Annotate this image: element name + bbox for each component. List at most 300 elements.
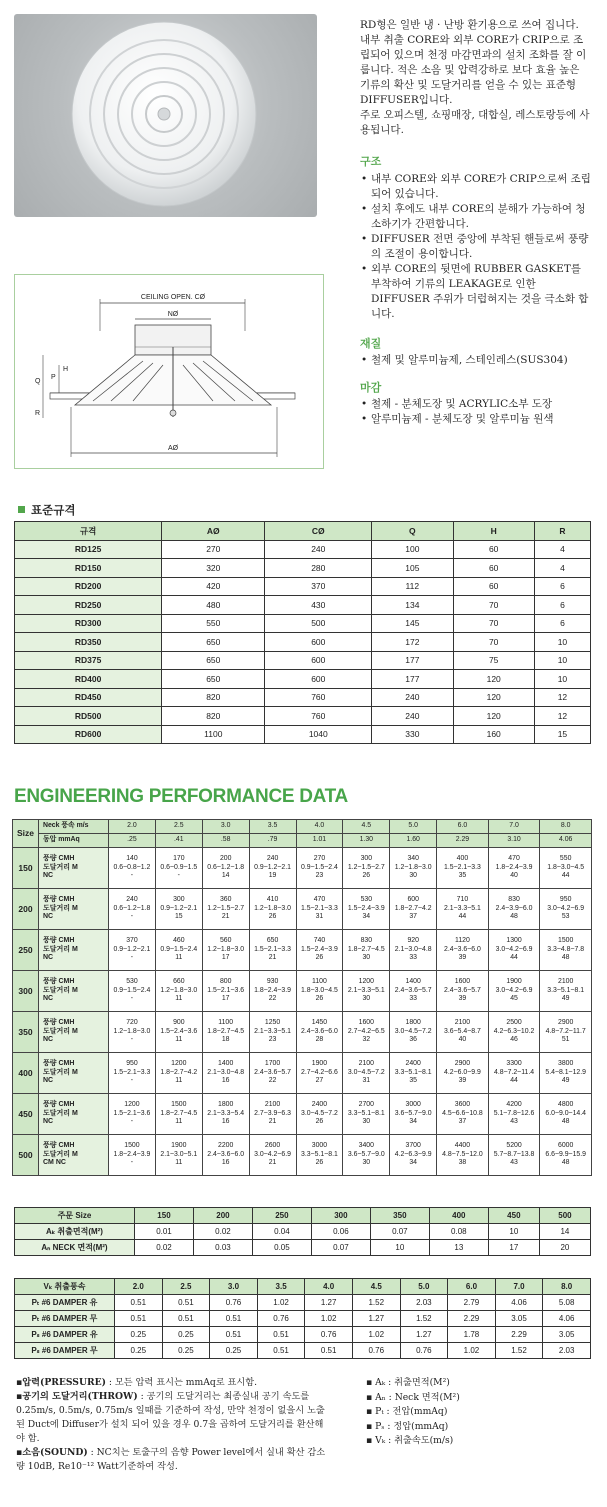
size-cell: 300 (13, 971, 39, 1012)
cell-value: 16 (221, 1118, 230, 1126)
cell-value: - (130, 1159, 134, 1167)
spec-table (14, 521, 591, 744)
table-row (13, 889, 592, 930)
table-row (15, 1224, 591, 1240)
table-header: 350 (370, 1208, 429, 1224)
table-row (15, 633, 591, 652)
cell-value: 1.2~1.8~3.0 (207, 945, 245, 953)
damper-table (14, 1278, 591, 1359)
table-cell: 10 (534, 651, 590, 670)
table-cell: 10 (370, 1240, 429, 1256)
table-cell: 0.05 (252, 1240, 311, 1256)
row-labels (39, 971, 109, 1012)
table-cell: 0.51 (115, 1295, 163, 1311)
cell-value: 34 (409, 1118, 418, 1126)
row-label: NC (43, 872, 54, 880)
table-cell: 60 (453, 540, 534, 559)
cell-value: 40 (458, 1036, 467, 1044)
table-cell: 10 (534, 670, 590, 689)
cell-value: 1600 (454, 978, 471, 986)
cell-value: 950 (559, 896, 572, 904)
cell-value: 550 (559, 855, 572, 863)
table-cell (343, 1012, 390, 1053)
cell-value: 4.2~6.3~10.2 (493, 1027, 535, 1035)
cell-value: 31 (362, 1077, 371, 1085)
table-cell: 600 (265, 670, 372, 689)
cell-value: 1.8~3.0~4.5 (301, 986, 338, 994)
cell-value: 660 (173, 978, 185, 986)
cell-value: 0.9~1.5~2.4 (301, 863, 338, 871)
table-cell: 4 (534, 559, 590, 578)
table-row (15, 688, 591, 707)
table-cell: 2.03 (543, 1343, 591, 1359)
row-labels (39, 1053, 109, 1094)
table-cell: 13 (429, 1240, 488, 1256)
spec-title-text: 표준규격 (31, 503, 76, 517)
table-cell: 105 (372, 559, 453, 578)
table-cell (390, 848, 437, 889)
material-title: 재질 (360, 337, 382, 350)
pressure: 1.60 (390, 834, 437, 848)
table-cell (249, 889, 296, 930)
cell-value: 3.0~4.5~7.2 (301, 1109, 338, 1117)
table-cell: 600 (265, 651, 372, 670)
table-row (13, 1053, 592, 1094)
cell-value: 23 (268, 1036, 277, 1044)
row-labels (39, 848, 109, 889)
cell-value: 1100 (218, 1019, 234, 1027)
table-cell: 0.02 (193, 1224, 252, 1240)
row-label: 풍량 CMH (43, 1101, 75, 1109)
cell-value: 0.9~1.2~2.1 (254, 863, 291, 871)
table-cell (488, 848, 540, 889)
table-cell: 650 (162, 651, 265, 670)
table-cell: 280 (265, 559, 372, 578)
table-cell: 0.25 (162, 1327, 210, 1343)
table-cell: 1.27 (305, 1295, 353, 1311)
cell-value: 26 (268, 913, 277, 921)
cell-value: - (130, 1036, 134, 1044)
table-cell: 0.25 (162, 1343, 210, 1359)
cell-value: 26 (315, 1159, 324, 1167)
table-cell (296, 930, 343, 971)
table-cell: 240 (265, 540, 372, 559)
table-cell: 240 (372, 688, 453, 707)
cell-value: 28 (315, 1036, 324, 1044)
table-cell: 0.51 (162, 1295, 210, 1311)
finish-title: 마감 (360, 381, 382, 394)
legend-text: Pₜ : 전압(mmAq) (375, 1406, 448, 1417)
cell-value: 300 (360, 855, 373, 863)
cell-value: 2.1~3.0~4.8 (394, 945, 432, 953)
table-cell (109, 1053, 156, 1094)
cell-value: 3300 (506, 1060, 522, 1068)
neck-speed: 7.0 (488, 820, 540, 834)
table-cell (296, 971, 343, 1012)
a-label: AØ (167, 445, 179, 452)
cell-value: 1.5~2.1~3.3 (444, 863, 481, 871)
table-cell (109, 848, 156, 889)
cell-value: 21 (221, 913, 230, 921)
cell-value: 930 (266, 978, 279, 986)
legend (366, 1376, 586, 1449)
table-cell (540, 930, 592, 971)
size-cell: 350 (13, 1012, 39, 1053)
cell-value: 15 (174, 913, 183, 921)
table-cell: 4.06 (543, 1311, 591, 1327)
cell-value: 26 (362, 872, 371, 880)
table-cell: 0.04 (252, 1224, 311, 1240)
table-header: 2.0 (115, 1279, 163, 1295)
cell-value: 2.4~3.6~6.0 (301, 1027, 338, 1035)
table-cell (109, 930, 156, 971)
cell-value: 30 (362, 954, 371, 962)
table-cell (343, 1135, 390, 1176)
cell-value: 37 (458, 1118, 467, 1126)
neck-speed: 8.0 (540, 820, 592, 834)
table-cell: 370 (265, 577, 372, 596)
row-label: 풍량 CMH (43, 978, 75, 986)
cell-value: 2.1~3.3~5.4 (207, 1109, 245, 1117)
table-row (15, 670, 591, 689)
table-cell: 120 (453, 707, 534, 726)
legend-text: Aₙ : Neck 면적(M²) (375, 1391, 460, 1403)
table-cell (437, 889, 489, 930)
table-cell (155, 1135, 202, 1176)
cell-value: 1200 (171, 1060, 187, 1068)
neck-label: NØ (167, 311, 179, 318)
cell-value: 1.5~2.1~3.3 (113, 1068, 151, 1076)
cell-value: 49 (561, 995, 570, 1003)
table-cell (155, 889, 202, 930)
intro-paragraph: 주로 오피스텔, 쇼핑매장, 대합실, 레스토랑등에 사용됩니다. (360, 109, 590, 136)
table-cell (343, 889, 390, 930)
cell-value: - (130, 913, 134, 921)
performance-table (12, 819, 592, 1176)
table-cell: 145 (372, 614, 453, 633)
legend-item: ▪ Aₙ : Neck 면적(M²) (366, 1391, 460, 1403)
size-cell: 400 (13, 1053, 39, 1094)
table-row (15, 725, 591, 744)
table-cell (155, 848, 202, 889)
note-item: ▪압력(PRESSURE) : 모든 압력 표시는 mmAq로 표시함. (16, 1377, 258, 1388)
list-item: • DIFFUSER 전면 중앙에 부착된 핸들로써 풍량의 조절이 용이합니다. (360, 232, 592, 262)
table-cell: 6 (534, 614, 590, 633)
cell-value: 4.2~6.0~9.9 (444, 1068, 481, 1076)
table-cell: 0.07 (311, 1240, 370, 1256)
table-cell: 240 (372, 707, 453, 726)
row-label: 풍량 CMH (43, 1060, 75, 1068)
table-cell: 270 (162, 540, 265, 559)
cell-value: 1450 (311, 1019, 328, 1027)
list-item: • 철제 - 분체도장 및 ACRYLIC소부 도장 (360, 397, 592, 412)
table-header: 4.0 (305, 1279, 353, 1295)
cell-value: 23 (315, 872, 324, 880)
cell-value: 2.1~3.3~5.1 (254, 1027, 291, 1035)
size-cell: 150 (13, 848, 39, 889)
p-label: P (51, 374, 56, 381)
neck-speed: 2.5 (155, 820, 202, 834)
table-header: 4.5 (352, 1279, 400, 1295)
cell-value: 2900 (454, 1060, 471, 1068)
table-cell: 10 (534, 633, 590, 652)
note-text: : NC치는 토출구의 음향 Power level에서 실내 확산 감소량 10dB, Re10⁻¹² Watt기준하여 작성. (16, 1447, 326, 1472)
cell-value: 11 (175, 1077, 183, 1085)
table-cell (390, 971, 437, 1012)
table-cell: 0.51 (257, 1327, 305, 1343)
table-row (13, 930, 592, 971)
cell-value: 2100 (558, 978, 574, 986)
cell-value: 2400 (311, 1101, 328, 1109)
cell-value: 16 (221, 1077, 230, 1085)
row-labels (39, 1094, 109, 1135)
table-row (15, 651, 591, 670)
table-cell: 0.51 (115, 1311, 163, 1327)
table-header: 6.0 (448, 1279, 496, 1295)
cell-value: 39 (458, 954, 467, 962)
table-cell (437, 848, 489, 889)
row-label: 풍량 CMH (43, 937, 75, 945)
cell-value: 21 (268, 954, 277, 962)
cell-value: 5.1~7.8~12.6 (493, 1109, 535, 1117)
row-labels (39, 1012, 109, 1053)
table-cell (343, 1094, 390, 1135)
note-label: 압력(PRESSURE) (22, 1377, 106, 1388)
table-cell: 172 (372, 633, 453, 652)
table-header: 3.5 (257, 1279, 305, 1295)
cell-value: 2.7~4.2~6.5 (347, 1027, 385, 1035)
table-cell (296, 1053, 343, 1094)
table-cell: 1.27 (400, 1327, 448, 1343)
note-item: ▪공기의 도달거리(THROW) : 공기의 도달거리는 최종실내 공기 속도를 0.25m/s, 0.5m/s, 0.75m/s 일때를 기준하여 작성, 만약 천정이 없을시 노출된 Duct에 Diffuser가 설치 되어 있을 경우 0.7을 곱하여 도달거리를 환산해야 함. (16, 1391, 325, 1444)
cell-value: 6.0~9.0~14.4 (545, 1109, 586, 1117)
table-row (15, 1327, 591, 1343)
table-cell (437, 1135, 489, 1176)
table-header: 8.0 (543, 1279, 591, 1295)
cell-value: 3.0~4.2~6.9 (495, 945, 533, 953)
table-header: 150 (135, 1208, 194, 1224)
cell-value: 4.2~6.3~9.9 (394, 1150, 432, 1158)
table-cell: 120 (453, 670, 534, 689)
table-row (13, 834, 592, 848)
cell-value: 1800 (218, 1101, 234, 1109)
cell-value: 1250 (264, 1019, 281, 1027)
row-label: 도달거리 M (43, 945, 78, 953)
table-cell (249, 1012, 296, 1053)
table-cell (155, 1094, 202, 1135)
cell-value: 240 (126, 896, 138, 904)
row-label: 풍량 CMH (43, 1019, 75, 1027)
table-cell: 1.52 (352, 1295, 400, 1311)
size-cell: 250 (13, 930, 39, 971)
table-cell: 60 (453, 559, 534, 578)
table-cell: 2.79 (448, 1295, 496, 1311)
table-cell: 100 (372, 540, 453, 559)
cell-value: 0.6~1.2~1.8 (113, 904, 151, 912)
cell-value: 1.5~2.4~3.9 (347, 904, 385, 912)
cell-value: 39 (458, 1077, 467, 1085)
table-cell (540, 848, 592, 889)
list-item: • 설치 후에도 내부 CORE의 분해가 가능하여 청소하기가 간편합니다. (360, 202, 592, 232)
table-cell (390, 1012, 437, 1053)
cell-value: 35 (409, 1077, 418, 1085)
table-cell: 12 (534, 707, 590, 726)
table-cell (540, 1053, 592, 1094)
cell-value: 300 (173, 896, 185, 904)
cell-value: 1500 (171, 1101, 187, 1109)
cell-value: 21 (268, 1159, 277, 1167)
note-label: 공기의 도달거리(THROW) (22, 1391, 138, 1402)
list-item: • 내부 CORE와 외부 CORE가 CRIP으로써 조립되어 있습니다. (360, 172, 592, 202)
table-cell: Pₜ #6 DAMPER 무 (15, 1311, 115, 1327)
table-cell: 500 (265, 614, 372, 633)
table-cell (296, 1094, 343, 1135)
cell-value: 3.3~5.1~8.1 (347, 1109, 385, 1117)
table-cell: 1.02 (448, 1343, 496, 1359)
cell-value: 1900 (311, 1060, 328, 1068)
model-cell: RD350 (15, 633, 162, 652)
pressure: .79 (249, 834, 296, 848)
cell-value: 4.8~7.2~11.7 (545, 1027, 586, 1035)
cell-value: 34 (362, 913, 371, 921)
table-cell (437, 971, 489, 1012)
cell-value: 1200 (124, 1101, 140, 1109)
cell-value: 5200 (506, 1142, 522, 1150)
cell-value: 30 (362, 995, 371, 1003)
table-header: 200 (193, 1208, 252, 1224)
table-cell (202, 971, 249, 1012)
table-header: 3.0 (210, 1279, 258, 1295)
table-cell (296, 1135, 343, 1176)
cell-value: 33 (409, 995, 418, 1003)
cell-value: 6000 (558, 1142, 574, 1150)
cell-value: 4400 (454, 1142, 471, 1150)
cell-value: 1.8~2.7~4.5 (160, 1109, 198, 1117)
table-cell (540, 889, 592, 930)
cell-value: 200 (219, 855, 232, 863)
cell-value: 1.8~3.0~4.5 (547, 863, 585, 871)
size-header: Size (13, 820, 39, 848)
table-row (15, 540, 591, 559)
cell-value: 1.2~1.8~3.0 (113, 1027, 151, 1035)
table-cell: 820 (162, 707, 265, 726)
legend-item: ▪ Pₛ : 정압(mmAq) (366, 1420, 449, 1432)
table-cell (202, 848, 249, 889)
list-item: • 알루미늄제 - 분체도장 및 알루미늄 원색 (360, 412, 592, 427)
table-cell: 1100 (162, 725, 265, 744)
cell-value: 240 (266, 855, 279, 863)
table-cell: 2.03 (400, 1295, 448, 1311)
cell-value: 720 (126, 1019, 138, 1027)
cell-value: 1.5~2.1~3.6 (113, 1109, 151, 1117)
table-cell: 1.78 (448, 1327, 496, 1343)
cell-value: 0.6~1.2~1.8 (207, 863, 245, 871)
cell-value: 3000 (405, 1101, 421, 1109)
cell-value: 1300 (506, 937, 522, 945)
intro-text (360, 18, 592, 427)
pressure: 2.29 (437, 834, 489, 848)
cell-value: 0.9~1.5~2.4 (160, 945, 198, 953)
cell-value: 30 (362, 1159, 371, 1167)
table-cell: 177 (372, 651, 453, 670)
cell-value: 2.1~3.0~5.1 (160, 1150, 198, 1158)
cell-value: 3.6~5.7~9.0 (347, 1150, 385, 1158)
row-labels (39, 1135, 109, 1176)
product-photo (14, 14, 317, 217)
model-cell: RD150 (15, 559, 162, 578)
cell-value: - (130, 1077, 134, 1085)
table-cell: 430 (265, 596, 372, 615)
cell-value: 1400 (218, 1060, 234, 1068)
cell-value: - (130, 995, 134, 1003)
cell-value: 11 (175, 1036, 183, 1044)
cell-value: 460 (173, 937, 185, 945)
table-cell: 1.02 (305, 1311, 353, 1327)
row-label: NC (43, 1077, 54, 1085)
cell-value: 3.3~4.8~7.8 (547, 945, 585, 953)
cell-value: 2600 (264, 1142, 281, 1150)
row-label: 도달거리 M (43, 863, 78, 871)
table-cell: 2.29 (495, 1327, 543, 1343)
table-row (15, 1343, 591, 1359)
table-cell: 10 (488, 1224, 539, 1240)
table-cell: 0.08 (429, 1224, 488, 1240)
cell-value: 48 (561, 1118, 570, 1126)
table-cell: 0.25 (210, 1343, 258, 1359)
note-item: ▪소음(SOUND) : NC치는 토출구의 음향 Power level에서 실내 확산 감소량 10dB, Re10⁻¹² Watt기준하여 작성. (16, 1447, 326, 1472)
row-label: 풍량 CMH (43, 1142, 75, 1150)
table-header: H (453, 522, 534, 541)
cell-value: 3700 (405, 1142, 421, 1150)
model-cell: RD200 (15, 577, 162, 596)
table-cell (155, 971, 202, 1012)
table-cell (437, 1012, 489, 1053)
table-cell (343, 848, 390, 889)
table-cell (109, 889, 156, 930)
cell-value: 2.4~3.6~6.0 (444, 945, 481, 953)
notes (16, 1376, 326, 1474)
cell-value: 1900 (171, 1142, 187, 1150)
neck-speed: 6.0 (437, 820, 489, 834)
table-cell (343, 971, 390, 1012)
table-row (15, 707, 591, 726)
cell-value: 600 (407, 896, 419, 904)
cell-value: 270 (313, 855, 326, 863)
cell-value: 4.5~6.6~10.8 (442, 1109, 483, 1117)
table-header-row (15, 1208, 591, 1224)
spec-title (18, 502, 75, 518)
table-cell: 0.76 (400, 1343, 448, 1359)
table-cell: 3.05 (543, 1327, 591, 1343)
cell-value: 43 (510, 1159, 518, 1167)
table-cell (249, 930, 296, 971)
cell-value: 17 (221, 954, 230, 962)
cell-value: 30 (409, 872, 418, 880)
cell-value: 2100 (358, 1060, 374, 1068)
cell-value: 470 (313, 896, 326, 904)
cell-value: 2.1~3.3~5.1 (347, 986, 385, 994)
cell-value: 830 (360, 937, 373, 945)
table-cell (109, 1135, 156, 1176)
cell-value: 32 (362, 1036, 371, 1044)
cell-value: 2.4~3.6~6.0 (207, 1150, 245, 1158)
cell-value: 3.0~4.5~7.2 (394, 1027, 432, 1035)
pressure-label: 동압 mmAq (39, 834, 109, 848)
table-cell (540, 971, 592, 1012)
row-label: 도달거리 M (43, 1027, 78, 1035)
table-cell (343, 1053, 390, 1094)
cell-value: 33 (409, 954, 418, 962)
